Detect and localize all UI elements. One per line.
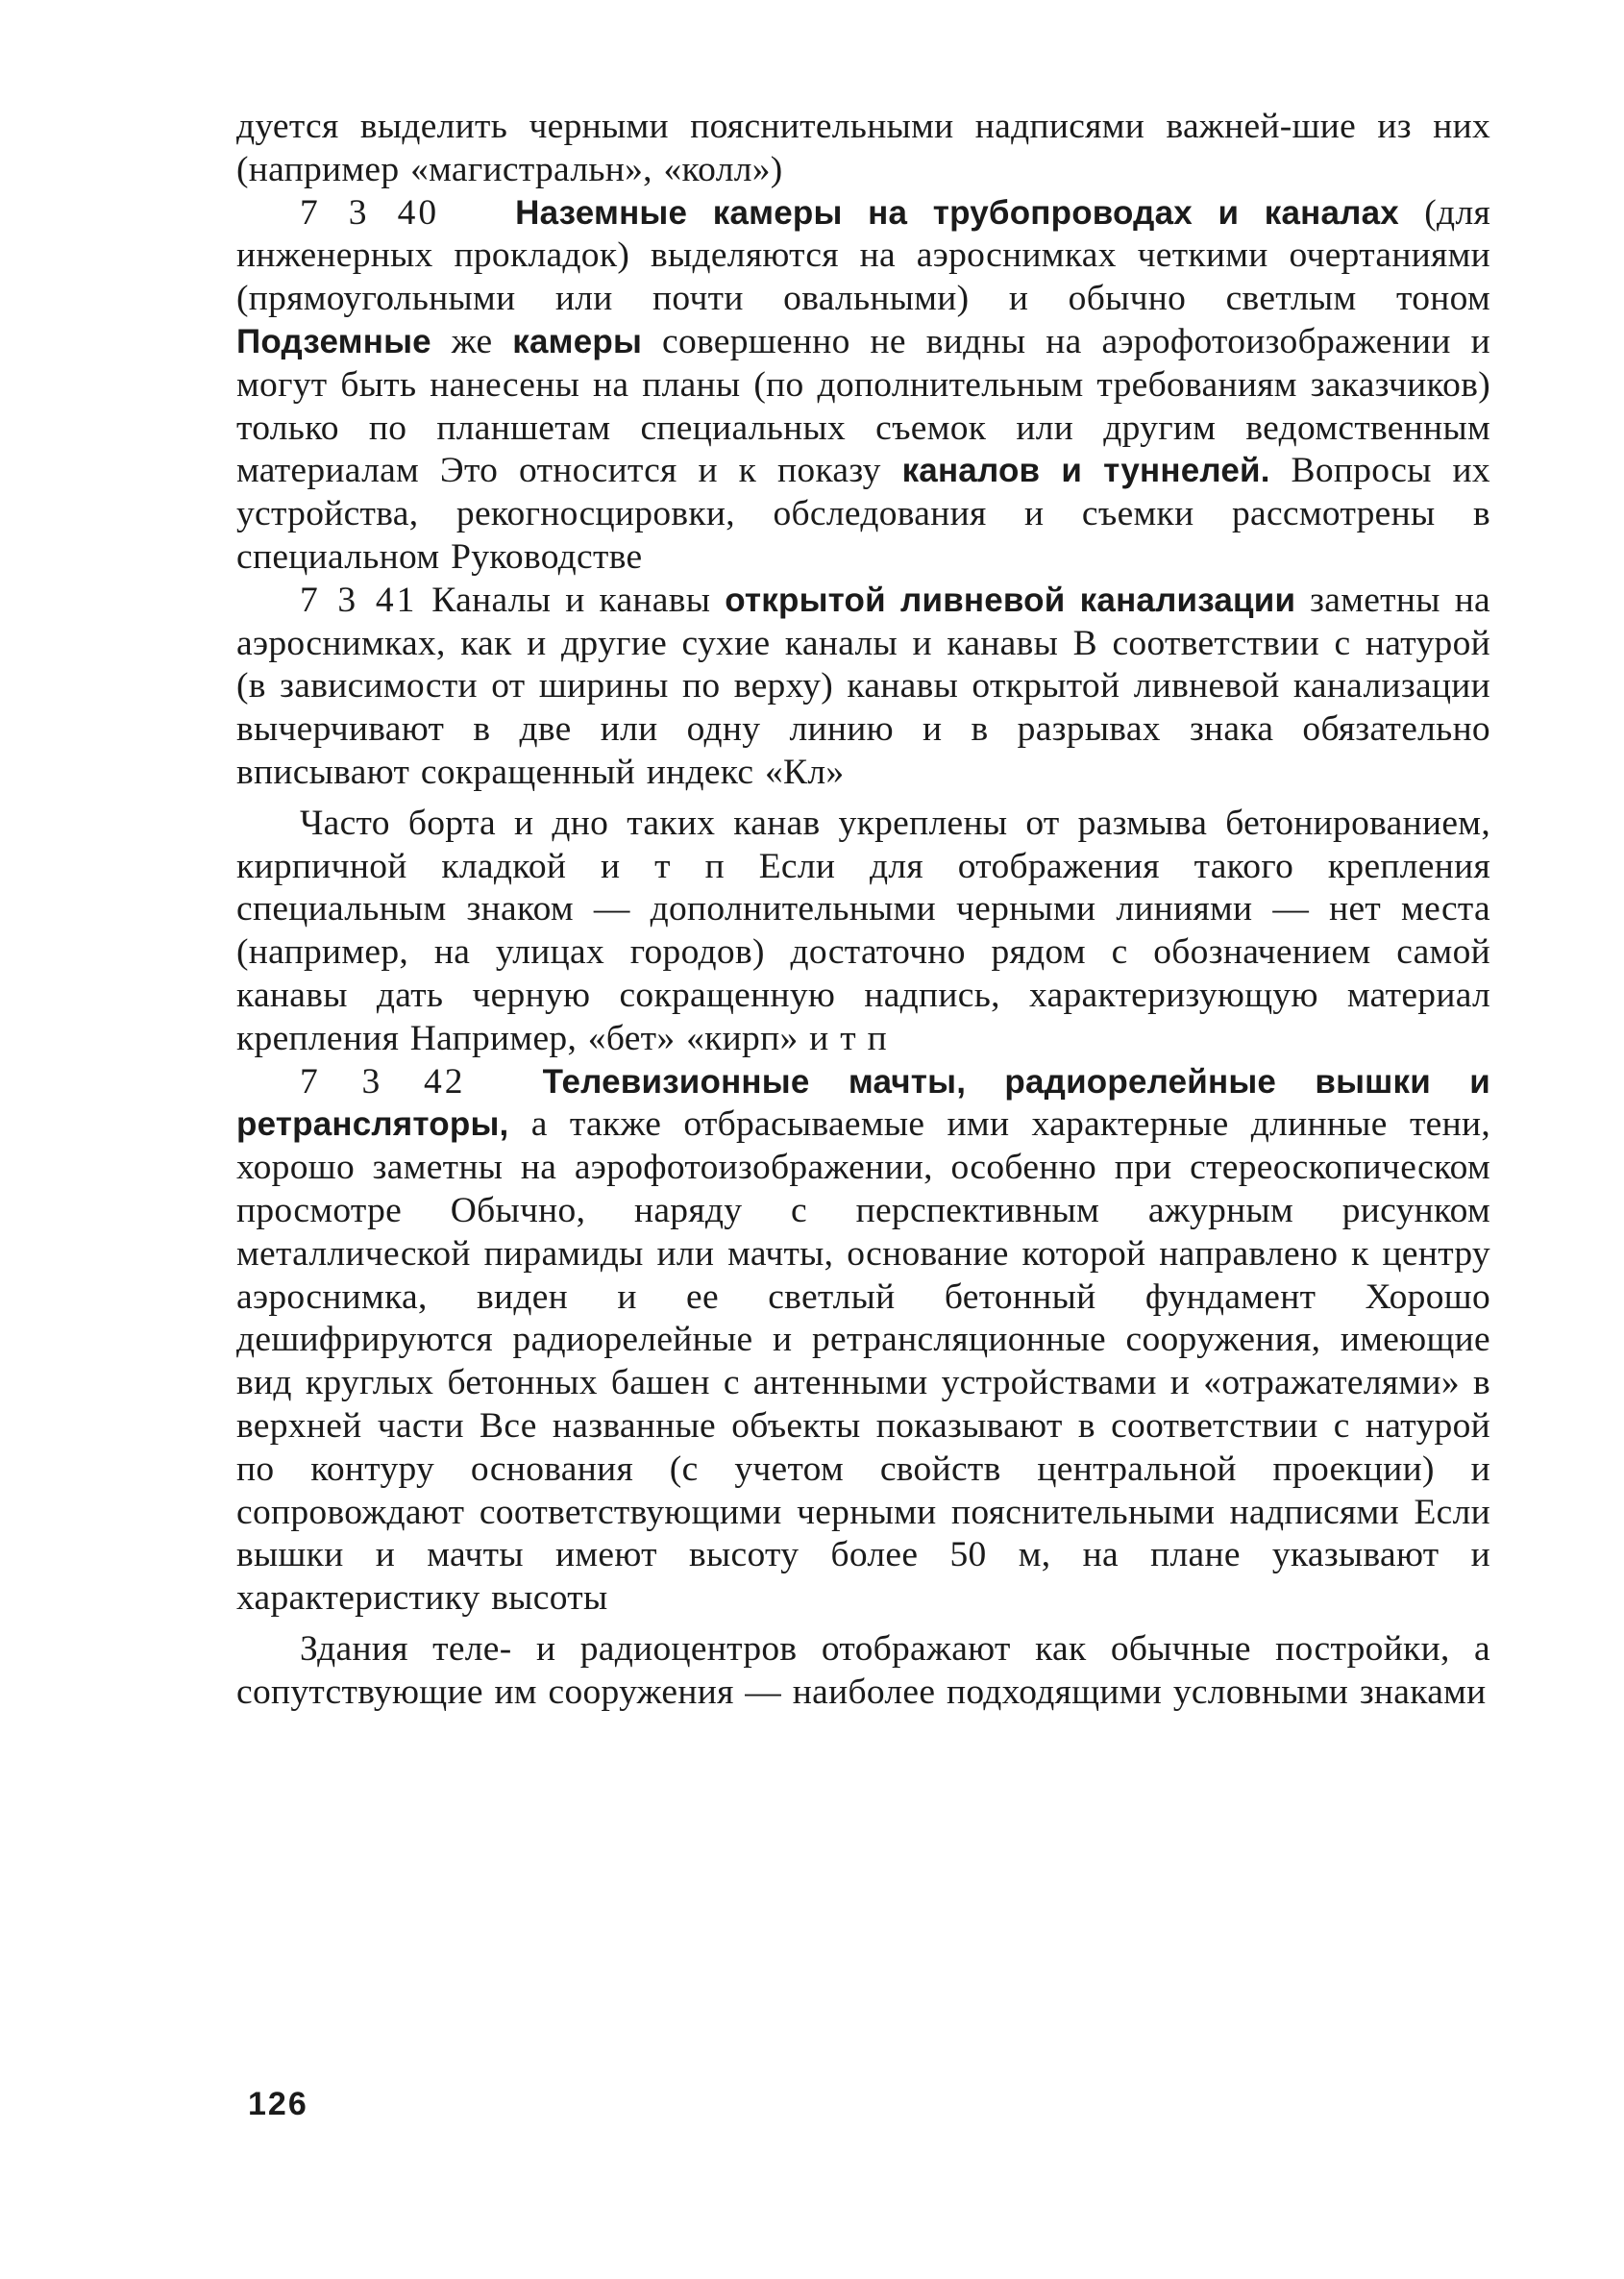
section-number: 7 3 41 xyxy=(300,580,418,620)
section-7-3-41 xyxy=(236,580,1490,795)
paragraph-lining xyxy=(236,803,1490,1061)
bold-term: Подземные xyxy=(236,322,431,360)
page-number: 126 xyxy=(248,2086,308,2122)
paragraph-text: Часто борта и дно таких канав укреплены от размыва бетонированием, кирпичной кладкой и т п Если для отображения такого крепления специальным знаком — дополнительными черными линиями — нет места (например, на улицах городов) достаточно рядом с обозначением самой канавы дать черную сокращенную надпись, характеризующую материал крепления Например, «бет» «кирп» и т п xyxy=(236,803,1490,1058)
section-number: 7 3 42 xyxy=(300,1061,466,1102)
paragraph-radio-centers xyxy=(236,1628,1490,1715)
paragraph-text: Здания теле- и радиоцентров отображают как обычные постройки, а сопутствующие им сооружения — наиболее подходящими условными знаками xyxy=(236,1628,1490,1712)
paragraph-text: совершенно не видны на аэрофотоизображении и могут быть нанесены на планы (по дополнительным требованиям заказчиков) только по планшетам специальных съемок или другим ведомственным материалам Это относится и к показу xyxy=(236,321,1490,491)
section-number: 7 3 40 xyxy=(300,192,440,233)
paragraph-continuation xyxy=(236,106,1490,192)
page-body xyxy=(236,106,1490,1714)
paragraph-text: Вопросы их устройства, рекогносцировки, обследования и съемки рассмотрены в специальном Руководстве xyxy=(236,451,1490,577)
bold-term: открытой ливневой канализации xyxy=(725,581,1296,619)
section-7-3-40 xyxy=(236,192,1490,580)
section-heading: Телевизионные мачты, радиорелейные вышки и ретрансляторы, xyxy=(236,1062,1491,1144)
paragraph-text: (для инженерных прокладок) выделяются на аэроснимках четкими очертаниями (прямоугольными или почти овальными) и обычно светлым тоном xyxy=(236,192,1491,319)
paragraph-text: же xyxy=(431,321,513,361)
bold-term: каналов и туннелей. xyxy=(901,452,1270,490)
section-7-3-42 xyxy=(236,1061,1490,1621)
paragraph-text: заметны на аэроснимках, как и другие сухие каналы и канавы В соответствии с натурой (в зависимости от ширины по верху) канавы открытой ливневой канализации вычерчивают в две или одну линию и в разрывах знака обязательно вписывают сокращенный индекс «Кл» xyxy=(236,580,1491,792)
paragraph-text: а также отбрасываемые ими характерные длинные тени, хорошо заметны на аэрофотоизображении, особенно при стереоскопическом просмотре Обычно, наряду с перспективным ажурным рисунком металлической пирамиды или мачты, основание которой направлено к центру аэроснимка, виден и ее светлый бетонный фундамент Хорошо дешифрируются радиорелейные и ретрансляционные сооружения, имеющие вид круглых бетонных башен с антенными устройствами и «отражателями» в верхней части Все названные объекты показывают в соответствии с натурой по контуру основания (с учетом свойств центральной проекции) и сопровождают соответствующими черными пояснительными надписями Если вышки и мачты имеют высоту более 50 м, на плане указывают и характеристику высоты xyxy=(236,1104,1490,1619)
bold-term: камеры xyxy=(512,322,643,360)
section-heading: Наземные камеры на трубопроводах и каналах xyxy=(515,193,1399,232)
paragraph-text: дуется выделить черными пояснительными надписями важней-шие из них (например «магистральн», «колл») xyxy=(236,107,1490,189)
paragraph-text: Каналы и канавы xyxy=(417,580,726,620)
